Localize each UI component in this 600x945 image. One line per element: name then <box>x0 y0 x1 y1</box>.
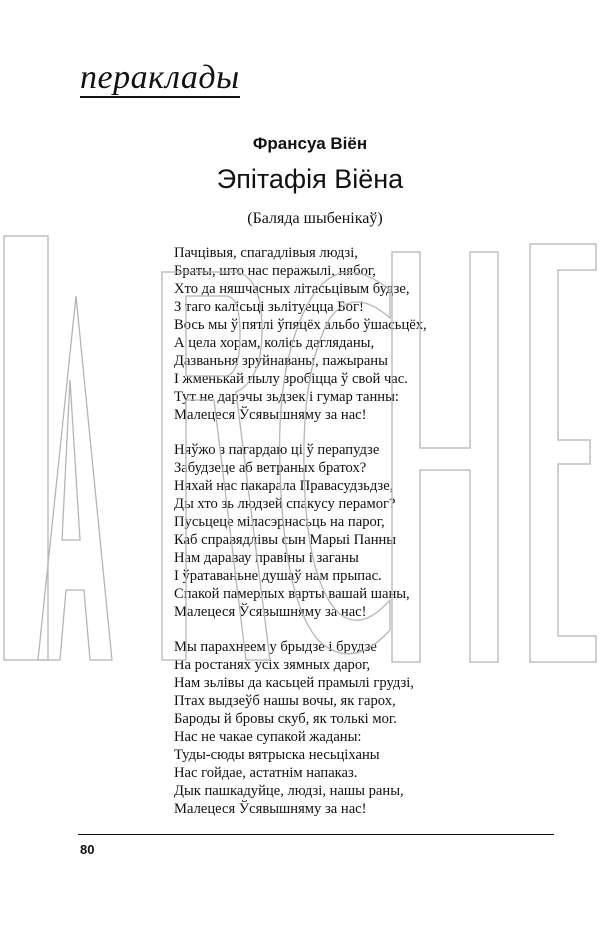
page-number: 80 <box>80 842 95 857</box>
poem-refrain: Малецеся Ўсявышняму за нас! <box>174 407 367 423</box>
poem-line: Тут не дарэчы зьдзек і гумар танны: <box>174 389 399 405</box>
stanza-3 <box>174 638 414 818</box>
poem-line: А цела хорам, колісь дагляданы, <box>174 335 375 351</box>
poem-line: Забудзеце аб ветраных братох? <box>174 460 367 476</box>
poem-line: Мы парахнеем у брыдзе і брудзе <box>174 639 377 655</box>
poem-subtitle: (Баляда шыбенікаў) <box>247 210 383 227</box>
poem-line: Няўжо з пагардаю ці ў перапудзе <box>174 442 380 458</box>
section-title: пераклады <box>80 59 240 96</box>
watermark-letter-e <box>530 244 596 662</box>
poem-title: Эпітафія Віёна <box>216 164 404 194</box>
poem-line: На ростанях усіх зямных дарог, <box>174 657 371 673</box>
poem-line: І ўратаваньне душаў нам прыпас. <box>174 568 382 584</box>
poem-line: Нас не чакае супакой жаданы: <box>174 729 362 745</box>
poem-line: Ды хто зь людзей спакусу перамог? <box>174 496 396 512</box>
watermark-letter-a <box>4 236 48 660</box>
poem-refrain: Малецеся Ўсявышняму за нас! <box>174 801 367 817</box>
stanza-2 <box>174 441 410 621</box>
poem-author: Франсуа Віён <box>252 134 368 153</box>
footer-rule <box>78 834 554 835</box>
poem-line: Дазваньня зруйнаваны, пажыраны <box>174 353 388 369</box>
poem-line: Туды-сюды вятрыска несьціханы <box>174 747 380 763</box>
poem-line: І жменькай пылу зробіцца ў свой час. <box>174 371 408 387</box>
poem-line: Хто да няшчасных літасьцівым будзе, <box>174 281 410 297</box>
poem-line: Бароды й бровы скуб, як толькі мог. <box>174 711 397 727</box>
poem-line: З таго калісьці зьлітуецца Бог! <box>174 299 364 315</box>
poem-refrain: Малецеся Ўсявышняму за нас! <box>174 604 367 620</box>
poem-line: Дык пашкадуйце, людзі, нашы раны, <box>174 783 404 799</box>
poem-line: Каб справядлівы сын Марыі Панны <box>174 532 397 548</box>
poem-line: Спакой памерлых варты вашай шаны, <box>174 586 410 602</box>
poem-line: Нам зьлівы да касьцей прамылі грудзі, <box>174 675 414 691</box>
poem-line: Вось мы ў пятлі ўпяцёх альбо ўшасьцёх, <box>174 317 427 333</box>
poem-line: Браты, што нас перажылі, нябог, <box>174 263 376 279</box>
poem-line: Пачцівыя, спагадлівыя людзі, <box>174 245 358 261</box>
poem-line: Птах выдзеўб нашы вочы, як гарох, <box>174 693 396 709</box>
poem-line: Пусьцеце міласэрнасьць на парог, <box>174 514 385 530</box>
poem-line: Нам даравау правіны і заганы <box>174 550 359 566</box>
poem-line: Няхай нас пакарала Правасудзьдзе, <box>174 478 394 494</box>
poem-line: Нас гойдае, астатнім напаказ. <box>174 765 358 781</box>
stanza-1 <box>174 244 427 424</box>
